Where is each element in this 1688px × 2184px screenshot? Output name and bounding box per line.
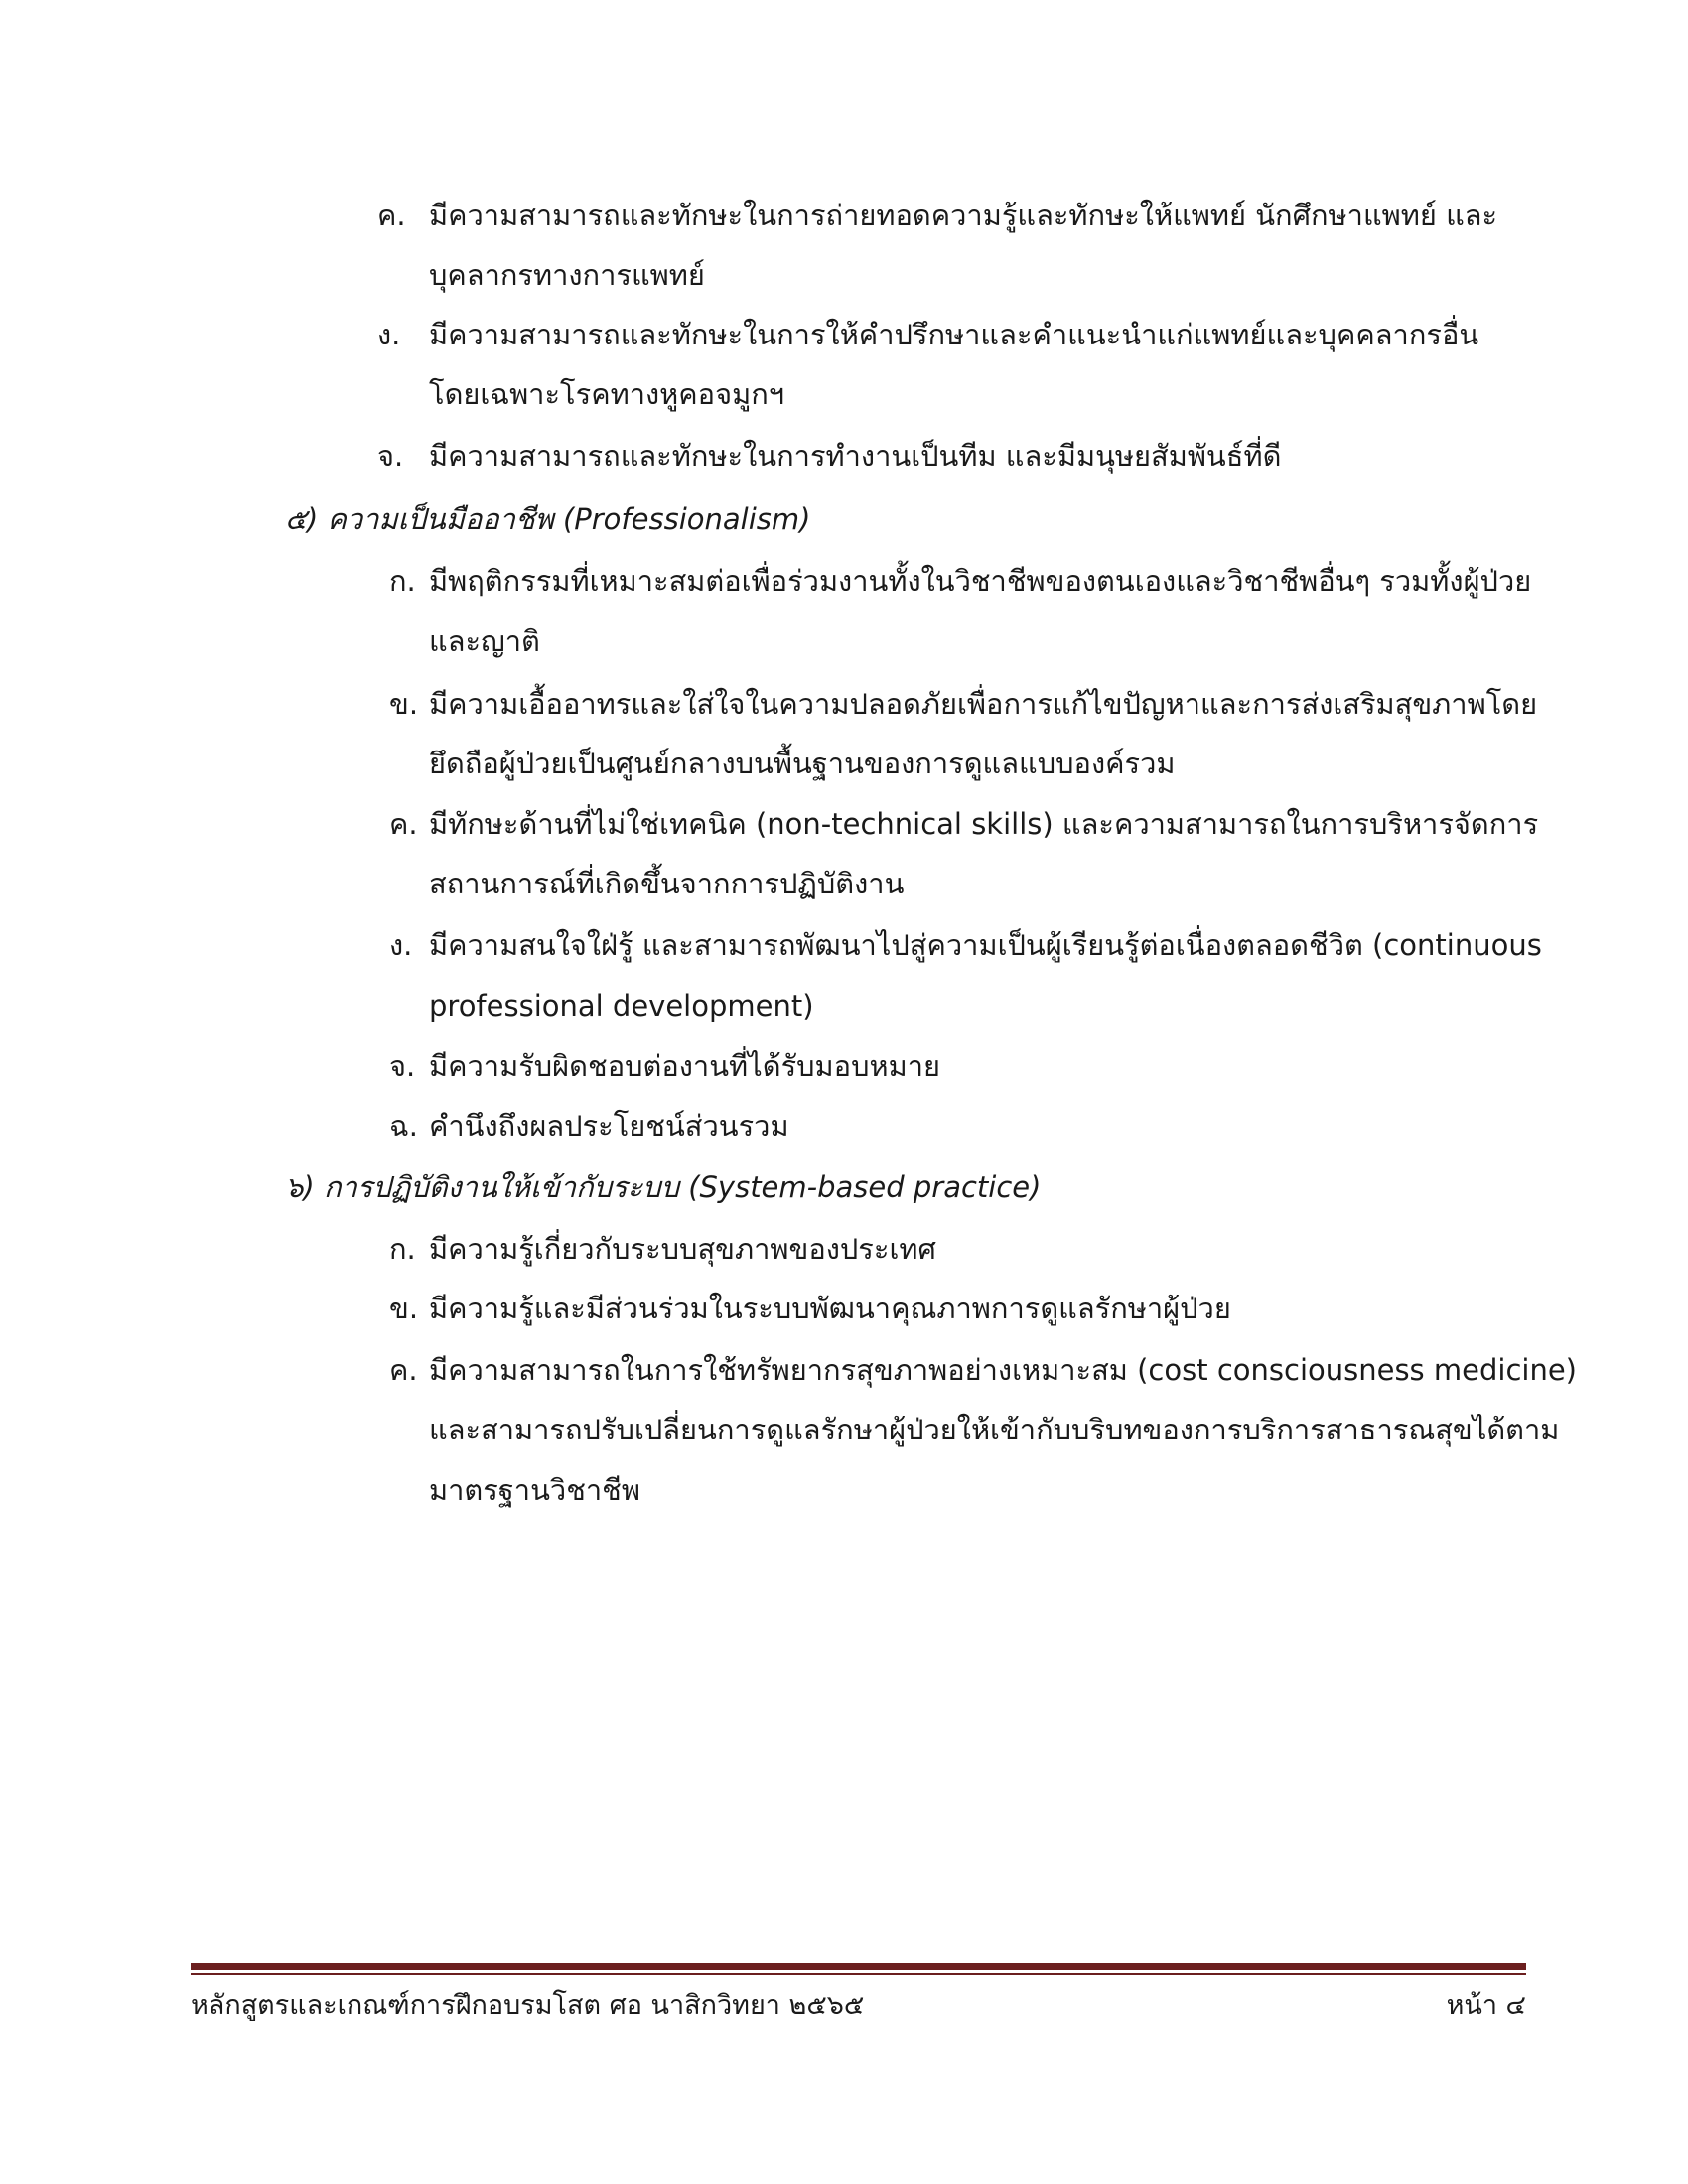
list-item-text: มีความเอื้ออาทรและใส่ใจในความปลอดภัยเพื่อการแก้ไขปัญหาและการส่งเสริมสุขภาพโดย xyxy=(429,687,1538,721)
list-item-text: มีความสนใจใฝ่รู้ และสามารถพัฒนาไปสู่ความเป็นผู้เรียนรู้ต่อเนื่องตลอดชีวิต (continuous xyxy=(429,928,1542,962)
list-item-text: โดยเฉพาะโรคทางหูคอจมูกฯ xyxy=(429,377,785,411)
list-item-text: และญาติ xyxy=(429,624,540,658)
list-marker: ข. xyxy=(389,1292,419,1325)
section-heading-professionalism: ๕) ความเป็นมืออาชีพ (Professionalism) xyxy=(285,502,811,536)
list-item-text: มีความรู้และมีส่วนร่วมในระบบพัฒนาคุณภาพการดูแลรักษาผู้ป่วย xyxy=(429,1292,1231,1325)
list-item-text: มีความสามารถและทักษะในการถ่ายทอดความรู้และทักษะให้แพทย์ นักศึกษาแพทย์ และ xyxy=(429,199,1498,232)
list-marker: ง. xyxy=(377,318,401,351)
list-item-text: มีความสามารถและทักษะในการให้คำปรึกษาและคำแนะนำแก่แพทย์และบุคคลากรอื่น xyxy=(429,318,1479,351)
list-item-text: มีทักษะด้านที่ไม่ใช่เทคนิค (non-technical skills) และความสามารถในการบริหารจัดการ xyxy=(429,807,1539,841)
footer-divider-thin xyxy=(191,1973,1526,1975)
footer-divider xyxy=(191,1963,1526,1970)
list-item-text: มีพฤติกรรมที่เหมาะสมต่อเพื่อร่วมงานทั้งในวิชาชีพของตนเองและวิชาชีพอื่นๆ รวมทั้งผู้ป่วย xyxy=(429,564,1532,598)
list-item-text: มีความรับผิดชอบต่องานที่ได้รับมอบหมาย xyxy=(429,1049,941,1083)
list-item-text: professional development) xyxy=(429,989,814,1023)
list-marker: ข. xyxy=(389,687,419,721)
list-marker: ฉ. xyxy=(389,1109,418,1143)
list-marker: ง. xyxy=(389,928,413,962)
list-item-text: มีความสามารถและทักษะในการทำงานเป็นทีม และมีมนุษยสัมพันธ์ที่ดี xyxy=(429,439,1282,473)
list-item-text: ยึดถือผู้ป่วยเป็นศูนย์กลางบนพื้นฐานของการดูแลแบบองค์รวม xyxy=(429,747,1176,780)
list-marker: ก. xyxy=(389,1232,416,1266)
list-marker: จ. xyxy=(389,1049,416,1083)
list-item-text: มีความสามารถในการใช้ทรัพยากรสุขภาพอย่างเหมาะสม (cost consciousness medicine) xyxy=(429,1353,1577,1387)
list-marker: ก. xyxy=(389,564,416,598)
list-marker: ค. xyxy=(389,807,418,841)
footer-page-number: หน้า ๔ xyxy=(1446,1990,1526,2021)
list-item-text: คำนึงถึงผลประโยชน์ส่วนรวม xyxy=(429,1109,789,1143)
footer-document-title: หลักสูตรและเกณฑ์การฝึกอบรมโสต ศอ นาสิกวิทยา ๒๕๖๕ xyxy=(191,1990,865,2021)
list-item-text: มาตรฐานวิชาชีพ xyxy=(429,1473,640,1507)
list-marker: ค. xyxy=(377,199,406,232)
list-item-text: มีความรู้เกี่ยวกับระบบสุขภาพของประเทศ xyxy=(429,1232,936,1266)
section-heading-system-based-practice: ๖) การปฏิบัติงานให้เข้ากับระบบ (System-based practice) xyxy=(285,1170,1042,1204)
list-item-text: สถานการณ์ที่เกิดขึ้นจากการปฏิบัติงาน xyxy=(429,867,905,900)
list-marker: ค. xyxy=(389,1353,418,1387)
list-item-text: บุคลากรทางการแพทย์ xyxy=(429,258,705,292)
list-item-text: และสามารถปรับเปลี่ยนการดูแลรักษาผู้ป่วยให้เข้ากับบริบทของการบริการสาธารณสุขได้ตาม xyxy=(429,1413,1560,1446)
list-marker: จ. xyxy=(377,439,404,473)
